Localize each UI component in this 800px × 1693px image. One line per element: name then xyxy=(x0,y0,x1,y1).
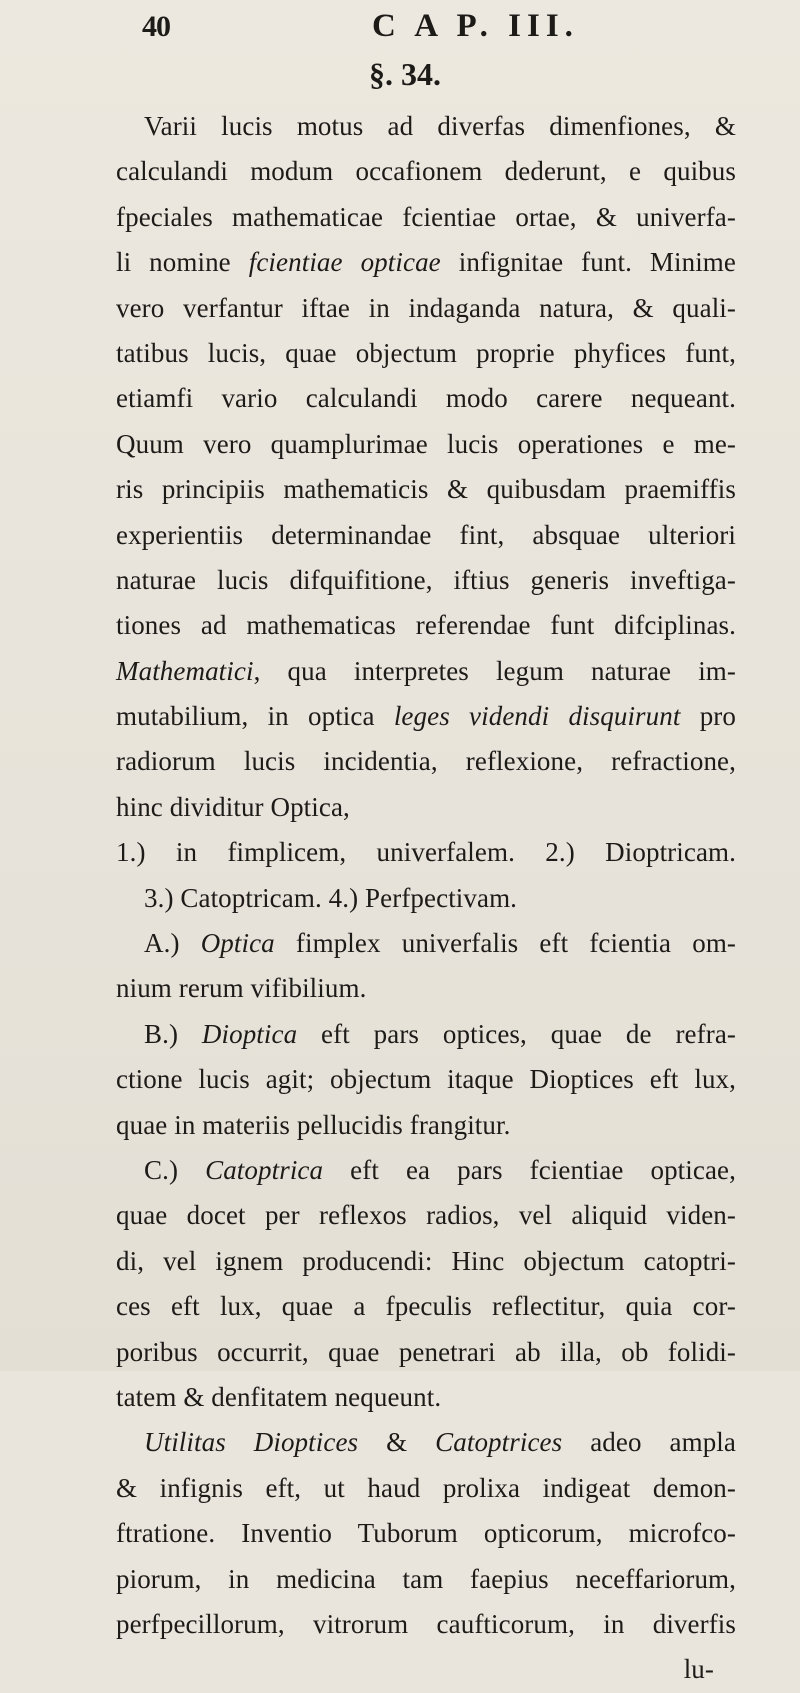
text-segment: naturae lucis difquifitione, iftius generis inveftiga- xyxy=(116,564,736,595)
italic-term: Dioptica xyxy=(201,1018,298,1049)
text-segment: poribus occurrit, quae penetrari ab illa, ob folidi- xyxy=(116,1336,736,1367)
section-heading: §. 34. xyxy=(369,56,441,92)
text-segment: ris principiis mathematicis & quibusdam praemiffis xyxy=(116,474,736,505)
text-segment: tatibus lucis, quae objectum proprie phyfices funt, xyxy=(116,337,736,368)
text-segment: eft pars optices, quae de refra- xyxy=(297,1018,736,1049)
text-line xyxy=(116,331,736,376)
text-segment: vero verfantur iftae in indaganda natura, & quali- xyxy=(116,292,736,323)
text-line xyxy=(116,467,736,512)
text-segment: ctione lucis agit; objectum itaque Dioptices eft lux, xyxy=(116,1064,736,1095)
text-segment: C.) xyxy=(144,1154,206,1185)
catchword xyxy=(116,1647,736,1692)
text-segment: tiones ad mathematicas referendae funt difciplinas. xyxy=(116,610,736,641)
text-line xyxy=(116,830,736,875)
text-line xyxy=(116,921,736,966)
text-line xyxy=(116,694,736,739)
text-line xyxy=(116,1239,736,1284)
text-line xyxy=(116,558,736,603)
text-line xyxy=(116,1284,736,1329)
text-segment: etiamfi vario calculandi modo carere nequeant. xyxy=(116,383,736,414)
italic-term: fcientiae opticae xyxy=(248,247,441,278)
text-segment: & infignis eft, ut haud prolixa indigeat demon- xyxy=(116,1472,736,1503)
text-segment: lu- xyxy=(683,1654,714,1685)
text-segment: experientiis determinandae fint, absquae ulteriori xyxy=(116,519,736,550)
text-line xyxy=(116,966,736,1011)
text-line xyxy=(116,1375,736,1420)
text-line xyxy=(116,376,736,421)
text-segment: mutabilium, in optica xyxy=(116,701,394,732)
text-segment: calculandi modum occafionem dederunt, e quibus xyxy=(116,156,736,187)
text-line xyxy=(116,1012,736,1057)
text-segment: ftratione. Inventio Tuborum opticorum, microfco- xyxy=(116,1518,736,1549)
text-segment: fimplex univerfalis eft fcientia om- xyxy=(274,928,737,959)
text-segment: di, vel ignem producendi: Hinc objectum catoptri- xyxy=(116,1245,736,1276)
text-line xyxy=(116,785,736,830)
text-segment: pro xyxy=(680,701,736,732)
text-line xyxy=(116,1466,736,1511)
text-segment: 3.) Catoptricam. 4.) Perfpectivam. xyxy=(144,882,518,913)
text-line xyxy=(116,513,736,558)
text-line xyxy=(116,1420,736,1465)
text-line xyxy=(116,649,736,694)
text-line xyxy=(116,422,736,467)
italic-term: leges videndi disquirunt xyxy=(393,701,681,732)
text-line xyxy=(116,603,736,648)
page-number: 40 xyxy=(142,10,170,43)
italic-term: Catoptrices xyxy=(435,1427,563,1458)
text-line xyxy=(116,1511,736,1556)
text-line xyxy=(116,1148,736,1193)
text-line xyxy=(116,104,736,149)
chapter-heading: C A P. III. xyxy=(372,8,579,44)
text-line xyxy=(116,286,736,331)
text-segment: radiorum lucis incidentia, reflexione, refractione, xyxy=(116,746,736,777)
text-segment: nium rerum vifibilium. xyxy=(116,973,367,1004)
text-segment: adeo ampla xyxy=(562,1427,736,1458)
text-line xyxy=(116,240,736,285)
text-segment: li nomine xyxy=(116,247,249,278)
text-segment: fpeciales mathematicae fcientiae ortae, & univerfa- xyxy=(116,201,736,232)
text-segment: Varii lucis motus ad diverfas dimenfiones, & xyxy=(144,111,736,141)
text-segment: & xyxy=(358,1427,436,1458)
text-segment: tatem & denfitatem nequeunt. xyxy=(116,1381,442,1412)
italic-term: Optica xyxy=(200,928,275,959)
text-segment: eft ea pars fcientiae opticae, xyxy=(323,1154,736,1185)
text-line xyxy=(116,1193,736,1238)
text-line xyxy=(116,1057,736,1102)
text-line xyxy=(116,739,736,784)
text-segment: piorum, in medicina tam faepius neceffariorum, xyxy=(116,1563,736,1594)
italic-term: Mathematici xyxy=(116,655,254,686)
text-line xyxy=(116,1602,736,1647)
running-header xyxy=(0,8,800,48)
text-segment: , qua interpretes legum naturae im- xyxy=(253,655,736,686)
text-segment: perfpecillorum, vitrorum caufticorum, in diverfis xyxy=(116,1608,736,1639)
text-segment: quae docet per reflexos radios, vel aliquid viden- xyxy=(116,1200,736,1231)
text-line xyxy=(116,876,736,921)
text-segment: A.) xyxy=(144,928,201,959)
text-line xyxy=(116,1103,736,1148)
text-line xyxy=(116,149,736,194)
text-segment: Quum vero quamplurimae lucis operationes e me- xyxy=(116,428,736,459)
body-text xyxy=(116,104,736,1693)
text-segment: quae in materiis pellucidis frangitur. xyxy=(116,1109,511,1140)
italic-term: Utilitas Dioptices xyxy=(144,1427,359,1458)
text-segment: ces eft lux, quae a fpeculis reflectitur, quia cor- xyxy=(116,1291,736,1322)
text-line xyxy=(116,1557,736,1602)
text-line xyxy=(116,195,736,240)
text-line xyxy=(116,1330,736,1375)
text-segment: 1.) in fimplicem, univerfalem. 2.) Dioptricam. xyxy=(116,837,736,868)
text-segment: B.) xyxy=(144,1018,202,1049)
text-segment: infignitae funt. Minime xyxy=(440,247,736,278)
italic-term: Catoptrica xyxy=(205,1154,324,1185)
text-segment: hinc dividitur Optica, xyxy=(116,791,350,822)
